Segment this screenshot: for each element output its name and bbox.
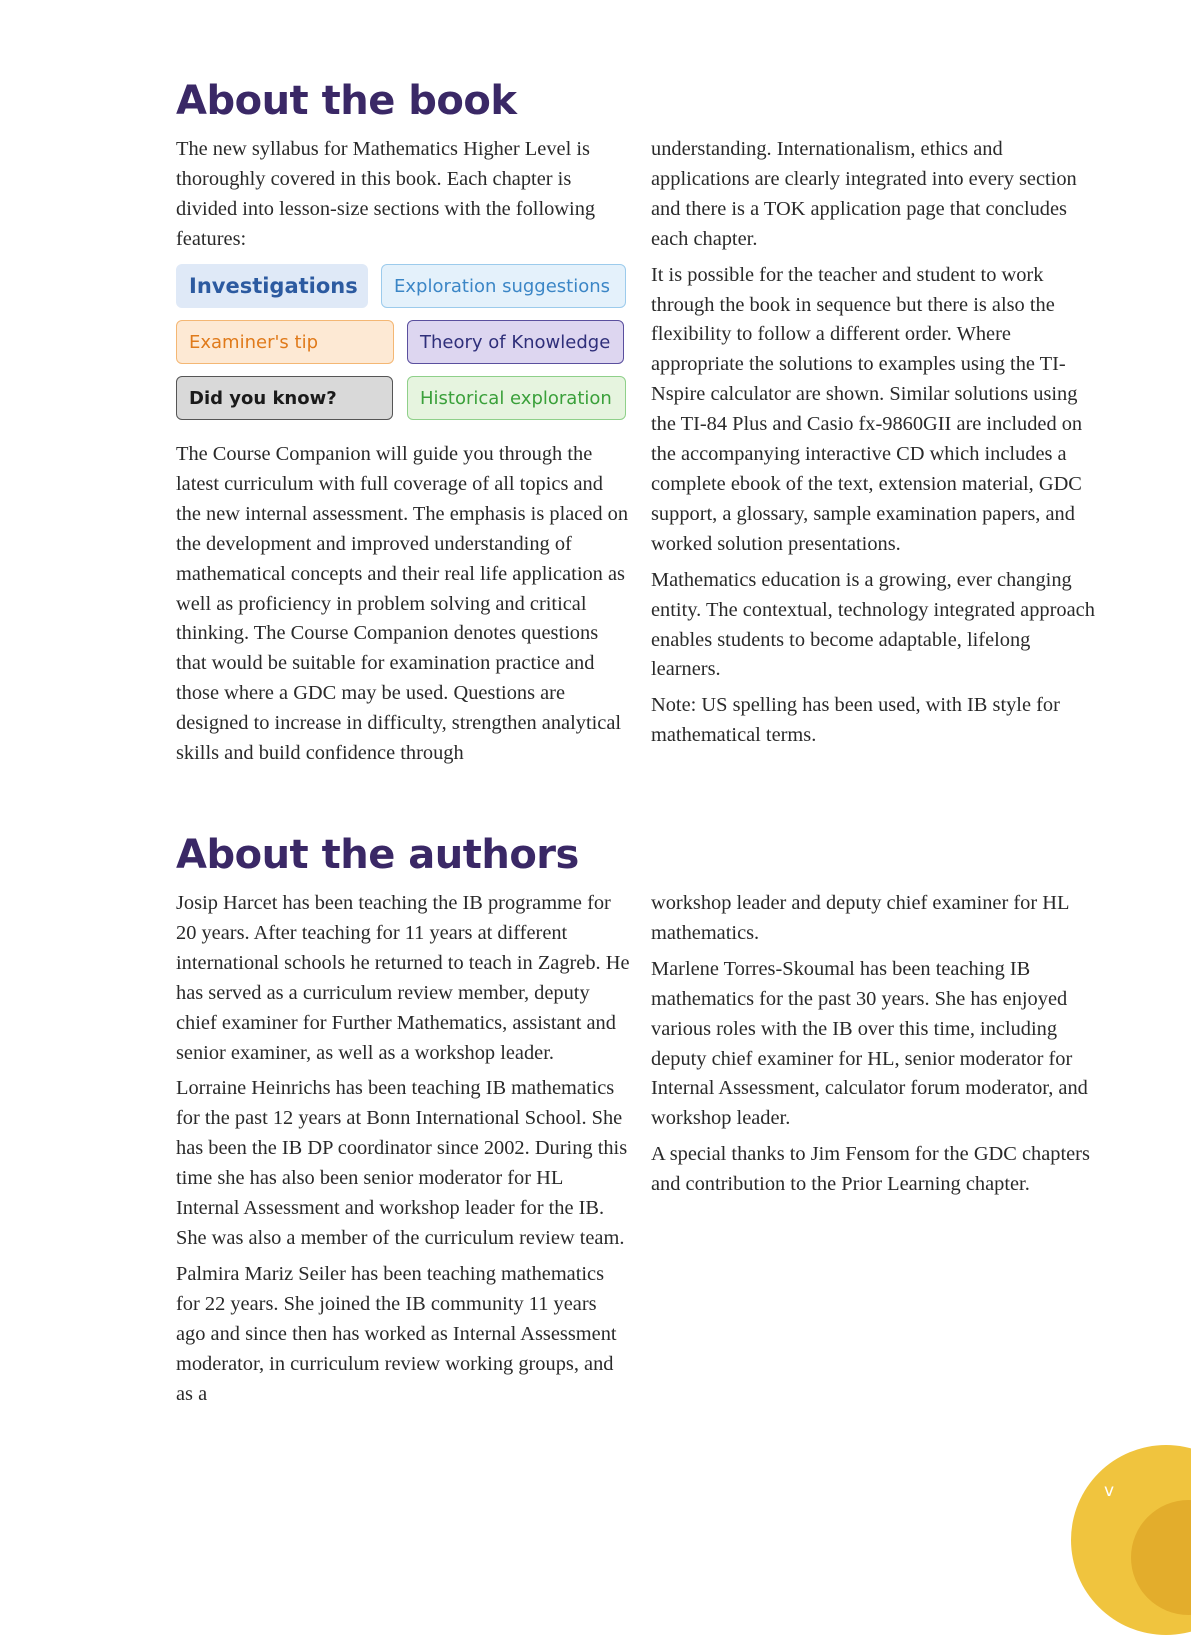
about-book-heading: About the book <box>176 78 517 124</box>
feature-did-you-know: Did you know? <box>176 376 393 420</box>
acknowledgement: A special thanks to Jim Fensom for the GDC chapters and contribution to the Prior Learning chapter. <box>651 1143 1090 1196</box>
about-book-right-paragraph: It is possible for the teacher and student to work through the book in sequence but there is also the flexibility to follow a different order. Where appropriate the solutions to examples using the TI-Nspire calculator are shown. Similar solutions using the TI-84 Plus and Casio fx-9860GII are included on the accompanying interactive CD which includes a complete ebook of the text, extension material, GDC support, a glossary, sample examination papers, and worked solution presentations. <box>651 263 1083 555</box>
author-bio-torres-skoumal: Marlene Torres-Skoumal has been teaching IB mathematics for the past 30 years. She has enjoyed various roles with the IB over this time, including deputy chief examiner for HL, senior moderator for Internal Assessment, calculator forum moderator, and workshop leader. <box>651 957 1088 1130</box>
page-number: v <box>1104 1481 1115 1501</box>
about-book-note: Note: US spelling has been used, with IB style for mathematical terms. <box>651 694 1060 747</box>
feature-examiners-tip: Examiner's tip <box>176 320 394 364</box>
feature-theory-of-knowledge: Theory of Knowledge <box>407 320 624 364</box>
feature-historical-exploration: Historical exploration <box>407 376 626 420</box>
about-book-left-column <box>176 135 630 261</box>
feature-legend <box>176 262 626 422</box>
about-book-left-main <box>176 440 630 775</box>
author-bio-heinrichs: Lorraine Heinrichs has been teaching IB mathematics for the past 12 years at Bonn International School. She has been the IB DP coordinator since 2002. During this time she has also been senior moderator for HL Internal Assessment and workshop leader for the IB. She was also a member of the curriculum review team. <box>176 1077 628 1249</box>
about-book-right-column <box>651 135 1105 757</box>
about-authors-heading: About the authors <box>176 832 579 878</box>
feature-investigations: Investigations <box>176 264 368 308</box>
author-bio-seiler: Palmira Mariz Seiler has been teaching mathematics for 22 years. She joined the IB community 11 years ago and since then has worked as Internal Assessment moderator, in curriculum review working groups, and as a <box>176 1262 617 1405</box>
author-bio-seiler-continued: workshop leader and deputy chief examiner for HL mathematics. <box>651 892 1069 944</box>
about-authors-left-column <box>176 889 630 1415</box>
about-book-intro: The new syllabus for Mathematics Higher Level is thoroughly covered in this book. Each chapter is divided into lesson-size sections with the following features: <box>176 138 596 250</box>
about-authors-right-column <box>651 889 1105 1206</box>
author-bio-harcet: Josip Harcet has been teaching the IB programme for 20 years. After teaching for 11 years at different international schools he returned to teach in Zagreb. He has served as a curriculum review member, deputy chief examiner for Further Mathematics, assistant and senior examiner, as well as a workshop leader. <box>176 892 630 1064</box>
about-book-right-paragraph: understanding. Internationalism, ethics and applications are clearly integrated into every section and there is a TOK application page that concludes each chapter. <box>651 138 1077 250</box>
feature-exploration-suggestions: Exploration suggestions <box>381 264 626 308</box>
about-book-right-paragraph: Mathematics education is a growing, ever changing entity. The contextual, technology integrated approach enables students to become adaptable, lifelong learners. <box>651 568 1095 681</box>
about-book-main-paragraph: The Course Companion will guide you through the latest curriculum with full coverage of all topics and the new internal assessment. The emphasis is placed on the development and improved understanding of mathematical concepts and their real life application as well as proficiency in problem solving and critical thinking. The Course Companion denotes questions that would be suitable for examination practice and those where a GDC may be used. Questions are designed to increase in difficulty, strengthen analytical skills and build confidence through <box>176 443 629 765</box>
